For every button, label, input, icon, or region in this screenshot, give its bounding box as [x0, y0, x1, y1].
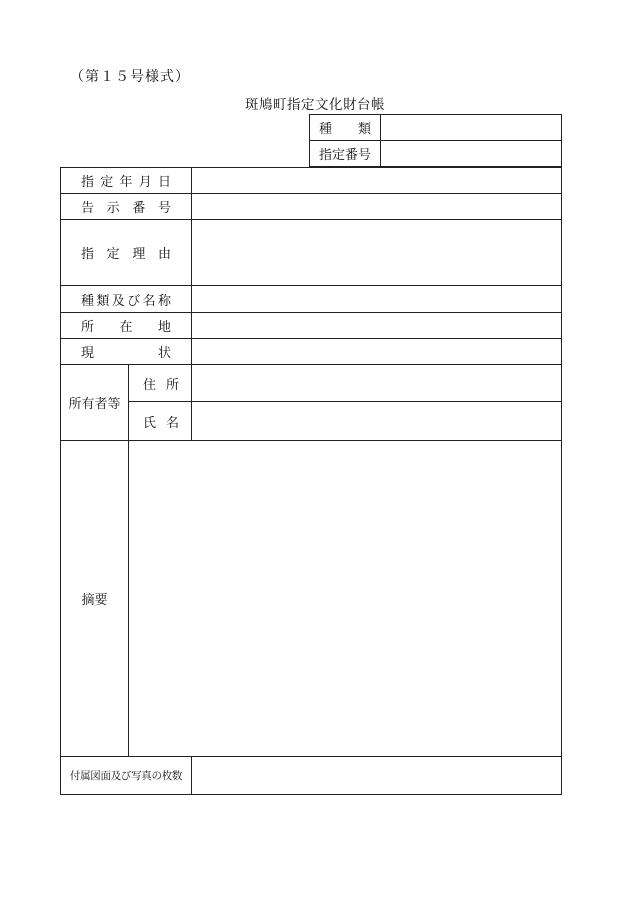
location-value[interactable] [192, 313, 562, 339]
notice-number-row [61, 194, 562, 220]
type-and-name-row [61, 286, 562, 313]
owner-address-label: 住所 [129, 365, 192, 402]
summary-label: 摘要 [61, 441, 129, 757]
summary-row [61, 441, 562, 757]
owner-name-value[interactable] [192, 402, 562, 441]
designation-reason-label: 指定理由 [61, 220, 192, 286]
notice-number-value[interactable] [192, 194, 562, 220]
designation-date-label: 指定年月日 [61, 168, 192, 194]
location-label: 所在地 [61, 313, 192, 339]
attachments-value[interactable] [192, 757, 562, 795]
designation-number-row [310, 141, 562, 167]
type-label: 種 類 [310, 115, 381, 141]
designation-number-label: 指定番号 [310, 141, 381, 167]
designation-reason-value[interactable] [192, 220, 562, 286]
designation-date-value[interactable] [192, 168, 562, 194]
summary-value[interactable] [129, 441, 562, 757]
current-state-value[interactable] [192, 339, 562, 365]
owner-address-row [61, 365, 562, 402]
type-and-name-label: 種類及び名称 [61, 286, 192, 313]
attachments-row [61, 757, 562, 795]
owner-name-label: 氏名 [129, 402, 192, 441]
type-row [310, 115, 562, 141]
attachments-label: 付属図面及び写真の枚数 [61, 757, 192, 795]
owner-name-row [61, 402, 562, 441]
location-row [61, 313, 562, 339]
designation-reason-row [61, 220, 562, 286]
form-number: （第１５号様式） [70, 69, 190, 85]
current-state-label: 現状 [61, 339, 192, 365]
notice-number-label: 告示番号 [61, 194, 192, 220]
owner-label: 所有者等 [61, 365, 129, 441]
document-title: 斑鳩町指定文化財台帳 [245, 97, 385, 113]
owner-address-value[interactable] [192, 365, 562, 402]
designation-date-row [61, 168, 562, 194]
current-state-row [61, 339, 562, 365]
type-and-name-value[interactable] [192, 286, 562, 313]
cultural-property-register-table [60, 167, 562, 795]
designation-number-value[interactable] [381, 141, 562, 167]
header-info-table [309, 114, 562, 167]
type-value[interactable] [381, 115, 562, 141]
